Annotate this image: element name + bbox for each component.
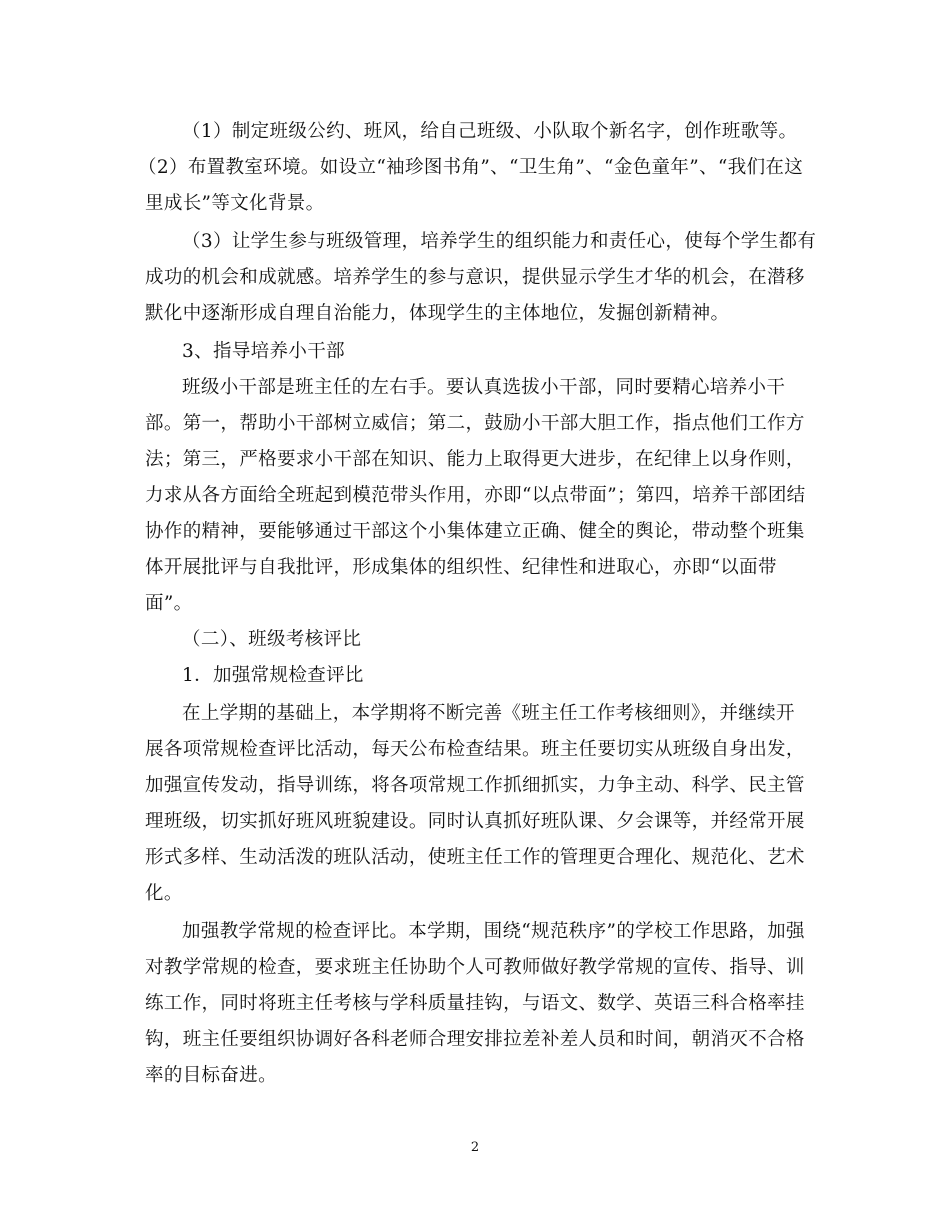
section-heading: 3、指导培养小干部 xyxy=(182,341,345,362)
text-line: 对教学常规的检查，要求班主任协助个人可教师做好教学常规的宣传、指导、训 xyxy=(145,957,805,978)
text-line: 协作的精神，要能够通过干部这个小集体建立正确、健全的舆论，带动整个班集 xyxy=(145,521,805,542)
text-line: 默化中逐渐形成自理自治能力，体现学生的主体地位，发掘创新精神。 xyxy=(145,303,730,324)
text-line: 加强教学常规的检查评比。本学期，围绕“规范秩序”的学校工作思路，加强 xyxy=(182,921,805,942)
text-line: 展各项常规检查评比活动，每天公布检查结果。班主任要切实从班级自身出发， xyxy=(145,739,805,760)
page-number: 2 xyxy=(470,1140,480,1155)
text-line: 钩，班主任要组织协调好各科老师合理安排拉差补差人员和时间，朝消灭不合格 xyxy=(145,1029,805,1050)
text-line: （3）让学生参与班级管理，培养学生的组织能力和责任心，使每个学生都有 xyxy=(182,231,817,252)
text-line: （1）制定班级公约、班风，给自己班级、小队取个新名字，创作班歌等。 xyxy=(182,121,798,142)
text-line: 里成长”等文化背景。 xyxy=(145,193,325,214)
text-line: 理班级，切实抓好班风班貌建设。同时认真抓好班队课、夕会课等，并经常开展 xyxy=(145,811,805,832)
text-line: （2）布置教室环境。如设立“袖珍图书角”、“卫生角”、“金色童年”、“我们在这 xyxy=(138,157,804,178)
text-line: 班级小干部是班主任的左右手。要认真选拔小干部，同时要精心培养小干 xyxy=(182,377,786,398)
text-line: 部。第一，帮助小干部树立威信；第二，鼓励小干部大胆工作，指点他们工作方 xyxy=(145,413,805,434)
section-heading: 1．加强常规检查评比 xyxy=(182,665,364,686)
text-line: 体开展批评与自我批评，形成集体的组织性、纪律性和进取心，亦即“以面带 xyxy=(145,557,777,578)
text-line: 练工作，同时将班主任考核与学科质量挂钩，与语文、数学、英语三科合格率挂 xyxy=(145,993,805,1014)
text-line: 化。 xyxy=(145,883,183,904)
text-line: 力求从各方面给全班起到模范带头作用，亦即“以点带面”；第四，培养干部团结 xyxy=(145,485,806,506)
text-line: 形式多样、生动活泼的班队活动，使班主任工作的管理更合理化、规范化、艺术 xyxy=(145,847,805,868)
text-line: 法；第三，严格要求小干部在知识、能力上取得更大进步，在纪律上以身作则， xyxy=(145,449,805,470)
text-line: 率的目标奋进。 xyxy=(145,1065,277,1086)
text-line: 在上学期的基础上，本学期将不断完善《班主任工作考核细则》，并继续开 xyxy=(182,703,795,724)
text-line: 面”。 xyxy=(145,593,193,614)
text-line: 成功的机会和成就感。培养学生的参与意识，提供显示学生才华的机会，在潜移 xyxy=(145,267,805,288)
text-line: 加强宣传发动，指导训练，将各项常规工作抓细抓实，力争主动、科学、民主管 xyxy=(145,775,805,796)
section-heading: （二）、班级考核评比 xyxy=(182,629,362,650)
